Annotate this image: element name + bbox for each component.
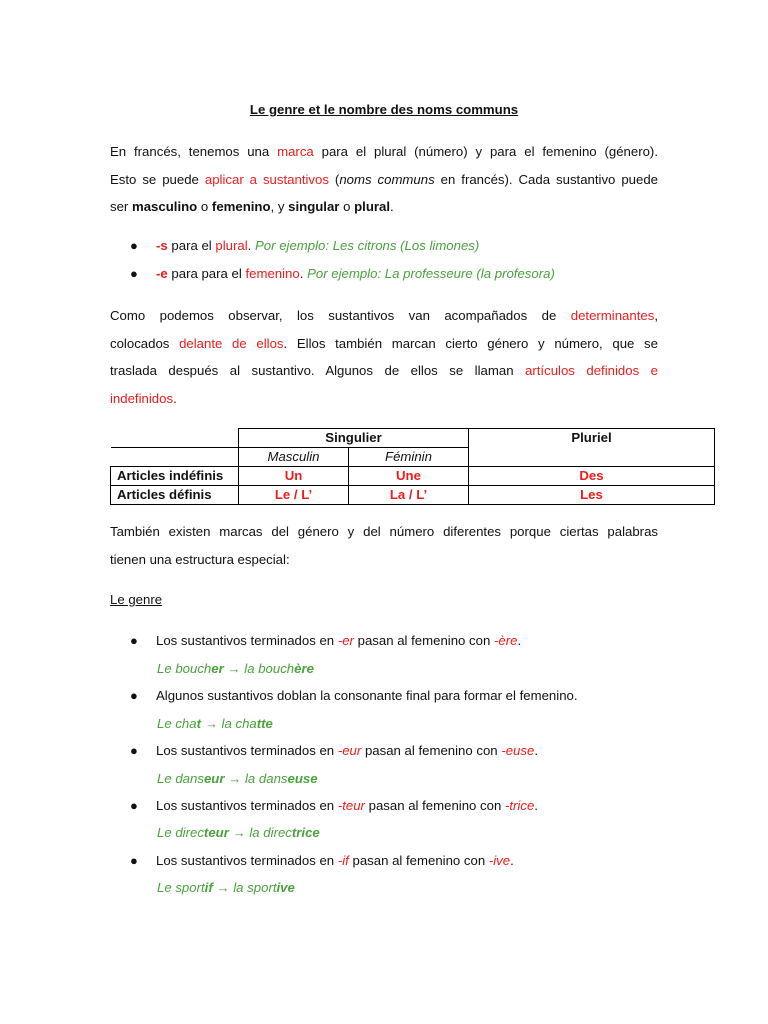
- cell-feminin: La / L’: [349, 486, 469, 505]
- bullet-icon: ●: [130, 853, 138, 868]
- masculin-header: Masculin: [239, 448, 349, 467]
- cell-feminin: Une: [349, 467, 469, 486]
- intro-line-2: Esto se puede aplicar a sustantivos (noms communs en francés). Cada sustantivo puede: [110, 171, 659, 187]
- list-item: ● -s para el plural. Por ejemplo: Les citrons (Los limones): [130, 236, 690, 256]
- feminin-header: Féminin: [349, 448, 469, 467]
- cell-masculin: Un: [239, 467, 349, 486]
- cell-pluriel: Des: [469, 467, 715, 486]
- para3-line-1: También existen marcas del género y del número diferentes porque ciertas palabras: [110, 524, 658, 539]
- section-heading: Le genre: [110, 592, 163, 607]
- list-item: ● Los sustantivos terminados en -teur pasan al femenino con -trice.: [130, 796, 690, 816]
- intro-paragraph: [110, 138, 658, 221]
- para2-line-4: indefinidos.: [110, 390, 177, 406]
- arrow-icon: →: [204, 716, 218, 731]
- structure-paragraph: [110, 518, 658, 573]
- arrow-icon: →: [228, 771, 242, 786]
- example-line: Le sportif → la sportive: [157, 880, 295, 895]
- row-label: Articles indéfinis: [111, 467, 239, 486]
- table-row: [111, 467, 715, 486]
- example-line: Le danseur → la danseuse: [157, 771, 318, 786]
- bullet-icon: ●: [130, 688, 138, 703]
- para2-line-1: Como podemos observar, los sustantivos van acompañados de determinantes,: [110, 308, 658, 323]
- bullet-icon: ●: [130, 743, 138, 758]
- singulier-header: Singulier: [239, 429, 469, 448]
- example-line: Le chat → la chatte: [157, 716, 273, 731]
- example-line: Le boucher → la bouchère: [157, 661, 314, 676]
- list-item: ● Algunos sustantivos doblan la consonante final para formar el femenino.: [130, 686, 690, 706]
- table-header-row: [111, 429, 715, 448]
- bullet-icon: ●: [130, 798, 138, 813]
- list-item: ● Los sustantivos terminados en -er pasan al femenino con -ère.: [130, 631, 690, 651]
- bullet-icon: ●: [130, 633, 138, 648]
- articles-table: [110, 428, 715, 505]
- example-line: Le directeur → la directrice: [157, 825, 320, 840]
- para3-line-2: tienen una estructura especial:: [110, 551, 290, 567]
- cell-masculin: Le / L’: [239, 486, 349, 505]
- page-title: Le genre et le nombre des noms communs: [249, 102, 519, 117]
- para2-line-3: traslada después al sustantivo. Algunos de ellos se llaman artículos definidos e: [110, 363, 658, 378]
- list-item: ● Los sustantivos terminados en -eur pasan al femenino con -euse.: [130, 741, 690, 761]
- cell-pluriel: Les: [469, 486, 715, 505]
- pluriel-header: Pluriel: [469, 429, 715, 467]
- bullet-icon: ●: [130, 238, 138, 253]
- intro-line-3: ser masculino o femenino, y singular o plural.: [110, 199, 394, 214]
- bullet-icon: ●: [130, 266, 138, 281]
- arrow-icon: →: [227, 661, 241, 676]
- para2-line-2: colocados delante de ellos. Ellos también marcan cierto género y número, que se: [110, 335, 658, 351]
- table-empty-cell: [111, 429, 239, 448]
- row-label: Articles définis: [111, 486, 239, 505]
- table-empty-cell: [111, 448, 239, 467]
- intro-line-1: En francés, tenemos una marca para el plural (número) y para el femenino (género).: [110, 144, 658, 159]
- list-item: ● Los sustantivos terminados en -if pasan al femenino con -ive.: [130, 851, 690, 871]
- arrow-icon: →: [232, 825, 246, 840]
- list-item: ● -e para para el femenino. Por ejemplo: La professeure (la profesora): [130, 264, 690, 284]
- arrow-icon: →: [216, 880, 230, 895]
- determiners-paragraph: [110, 302, 658, 412]
- table-row: [111, 486, 715, 505]
